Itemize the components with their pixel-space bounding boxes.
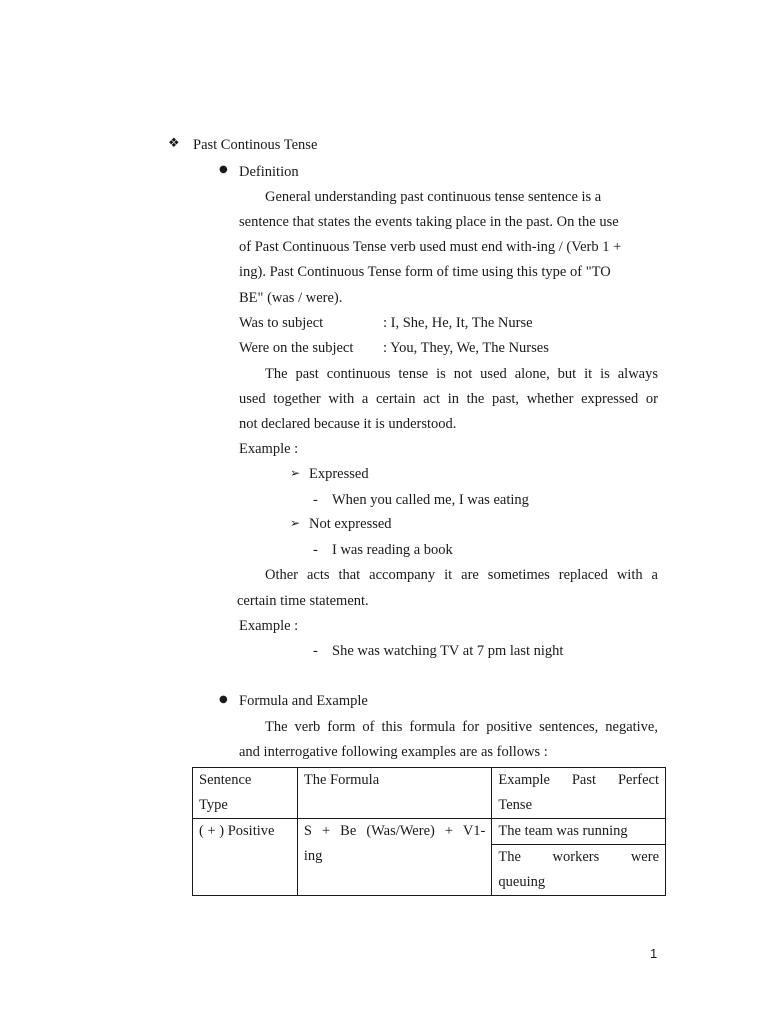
not-expressed-example: I was reading a book xyxy=(332,542,453,558)
arrow-bullet-icon: ➢ xyxy=(290,516,301,530)
formula-table xyxy=(192,767,666,896)
cell-positive-type: ( + ) Positive xyxy=(193,819,298,896)
para1-line1-pre: General understanding xyxy=(265,189,401,205)
para1-line3 xyxy=(239,239,659,256)
table-header-row xyxy=(193,768,666,819)
definition-title: Definition xyxy=(239,164,299,180)
para1-line4 xyxy=(239,264,659,281)
section-heading: Past Continous Tense xyxy=(193,137,318,153)
were-value: : You, They, We, The Nurses xyxy=(383,340,549,356)
page-number: 1 xyxy=(650,946,658,961)
dash-bullet: - xyxy=(313,643,318,659)
para1-line3-post: verb used must end with-ing / (Verb 1 + xyxy=(386,239,622,255)
header-sentence-type-l1: Sentence xyxy=(199,772,252,788)
para2-line2: used together with a certain act in the past, whether expressed or xyxy=(239,391,658,407)
para2-line1: The past continuous tense is not used alone, but it is always xyxy=(265,366,658,382)
para1-line2: sentence that states the events taking place in the past. On the use xyxy=(239,214,619,230)
cell-positive-example-2-l2: queuing xyxy=(498,874,546,890)
para1-line3-pre: of xyxy=(239,239,255,255)
round-bullet-icon: ● xyxy=(219,164,228,175)
arrow-bullet-icon: ➢ xyxy=(290,466,301,480)
cell-positive-formula xyxy=(297,819,492,896)
diamond-bullet-icon: ❖ xyxy=(168,136,180,151)
term-past-continuous-3: Past Continuous Tense xyxy=(269,264,402,280)
para1-line5: BE" (was / were). xyxy=(239,290,343,306)
cell-positive-example-1: The team was running xyxy=(492,819,666,845)
time-example: She was watching TV at 7 pm last night xyxy=(332,643,564,659)
cell-positive-formula-l1: S + Be (Was/Were) + V1- xyxy=(303,823,486,839)
para1-line4-pre: ing). xyxy=(239,264,270,280)
was-label: Was to subject xyxy=(239,315,324,331)
header-example-l1: Example Past Perfect xyxy=(498,772,659,788)
were-label: Were on the subject xyxy=(239,340,354,356)
was-value: : I, She, He, It, The Nurse xyxy=(383,315,533,331)
dash-bullet: - xyxy=(313,492,318,508)
cell-positive-example-2 xyxy=(492,845,666,896)
header-sentence-type-l2: Type xyxy=(199,797,228,813)
para3-line2: certain time statement. xyxy=(237,593,369,609)
example-label: Example : xyxy=(239,441,299,457)
term-past-continuous-2: Past Continuous Tense xyxy=(254,239,387,255)
para3-line1: Other acts that accompany it are sometimes replaced with a xyxy=(265,567,658,583)
para2-line3: not declared because it is understood. xyxy=(239,416,457,432)
expressed-example: When you called me, I was eating xyxy=(332,492,529,508)
expressed-label: Expressed xyxy=(309,466,369,482)
para1-line1-post: sentence is a xyxy=(524,189,602,205)
round-bullet-icon: ● xyxy=(219,694,228,705)
header-example xyxy=(492,768,666,819)
formula-intro-line1: The verb form of this formula for positive sentences, negative, xyxy=(265,719,658,735)
dash-bullet: - xyxy=(313,542,318,558)
header-formula: The Formula xyxy=(297,768,492,819)
cell-positive-formula-l2: ing xyxy=(303,848,323,864)
table-row xyxy=(193,819,666,845)
term-past-continuous: past continuous tense xyxy=(400,189,525,205)
not-expressed-label: Not expressed xyxy=(309,516,392,532)
cell-positive-example-2-l1: The workers were xyxy=(498,849,659,865)
para1-line4-post: form of time using this type of "TO xyxy=(401,264,611,280)
example-label-2: Example : xyxy=(239,618,299,634)
header-sentence-type xyxy=(193,768,298,819)
para1-line1 xyxy=(265,189,601,206)
header-example-l2: Tense xyxy=(498,797,533,813)
formula-title: Formula and Example xyxy=(239,693,368,709)
formula-intro-line2: and interrogative following examples are as follows : xyxy=(239,744,548,760)
